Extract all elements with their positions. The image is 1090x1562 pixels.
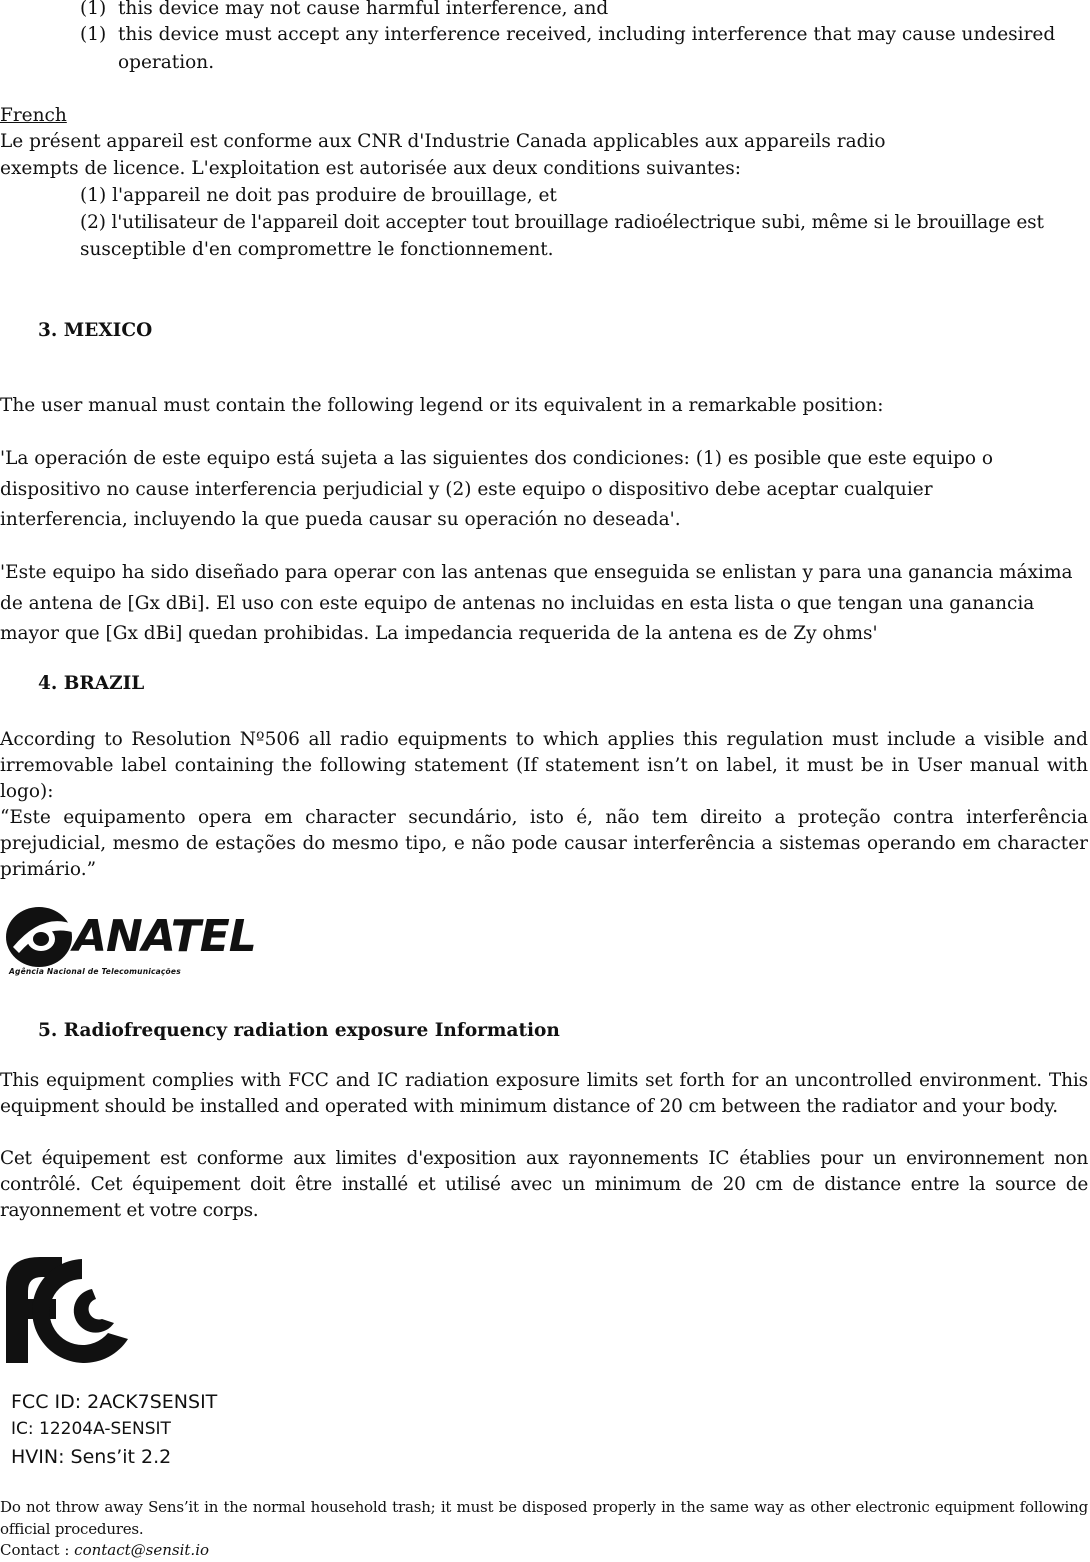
list-number: (1) xyxy=(80,24,107,45)
section-heading-rf-exposure: 5. Radiofrequency radiation exposure Information xyxy=(38,1020,560,1041)
list-number: (1) xyxy=(80,0,107,19)
fcc-logo-icon xyxy=(0,1253,132,1365)
canada-condition-2 xyxy=(80,24,1056,45)
french-condition-2-continued: susceptible d'en compromettre le fonctionnement. xyxy=(80,239,554,260)
french-line-1: Le présent appareil est conforme aux CNR d'Industrie Canada applicables aux appareils radio xyxy=(0,131,886,152)
canada-condition-2-continued: operation. xyxy=(118,52,215,73)
hvin: HVIN: Sens’it 2.2 xyxy=(11,1446,172,1468)
disposal-notice: Do not throw away Sens’it in the normal household trash; it must be disposed properly in the same way as other electronic equipment following official procedures. xyxy=(0,1498,1088,1538)
contact-line xyxy=(0,1541,209,1559)
brazil-statement-paragraph: “Este equipamento opera em character secundário, isto é, não tem direito a proteção contra interferência prejudicial, mesmo de estações do mesmo tipo, e não pode causar interferência a sistemas operando em character primário.” xyxy=(0,807,1088,880)
mexico-intro: The user manual must contain the following legend or its equivalent in a remarkable position: xyxy=(0,395,884,416)
french-condition-1: (1) l'appareil ne doit pas produire de brouillage, et xyxy=(80,185,557,206)
ic-number: IC: 12204A-SENSIT xyxy=(11,1419,171,1439)
fcc-logo xyxy=(0,1253,132,1365)
french-heading: French xyxy=(0,105,67,126)
contact-label: Contact : xyxy=(0,1541,75,1559)
rf-exposure-english: This equipment complies with FCC and IC radiation exposure limits set forth for an uncontrolled environment. This equipment should be installed and operated with minimum distance of 20 cm between the radiator and your body. xyxy=(0,1070,1088,1117)
anatel-wordmark: ANATEL xyxy=(73,911,256,962)
list-text: this device must accept any interference received, including interference that may cause undesired xyxy=(118,24,1056,45)
fcc-id: FCC ID: 2ACK7SENSIT xyxy=(11,1391,218,1413)
list-text: this device may not cause harmful interference, and xyxy=(118,0,609,19)
anatel-subtitle: Agência Nacional de Telecomunicações xyxy=(9,967,181,976)
rf-exposure-french: Cet équipement est conforme aux limites d'exposition aux rayonnements IC établies pour un environnement non contrôlé. Cet équipement doit être installé et utilisé avec un minimum de 20 cm de distance entre la source de rayonnement et votre corps. xyxy=(0,1148,1088,1221)
mexico-antenna-paragraph: 'Este equipo ha sido diseñado para operar con las antenas que enseguida se enlistan y para una ganancia máxima de antena de [Gx dBi]. El uso con este equipo de antenas no incluidas en esta lista o que tengan una ganancia mayor que [Gx dBi] quedan prohibidas. La impedancia requerida de la antena es de Zy ohms' xyxy=(0,562,1073,644)
mexico-legend-paragraph: 'La operación de este equipo está sujeta a las siguientes dos condiciones: (1) es posible que este equipo o dispositivo no cause interferencia perjudicial y (2) este equipo o dispositivo debe aceptar cualquier interferencia, incluyendo la que pueda causar su operación no deseada'. xyxy=(0,448,994,530)
french-condition-2: (2) l'utilisateur de l'appareil doit accepter tout brouillage radioélectrique subi, même si le brouillage est xyxy=(80,212,1044,233)
anatel-logo xyxy=(3,903,256,985)
canada-condition-1 xyxy=(80,0,609,19)
section-heading-brazil: 4. BRAZIL xyxy=(38,673,145,694)
contact-email-link[interactable]: contact@sensit.io xyxy=(74,1541,210,1559)
section-heading-mexico: 3. MEXICO xyxy=(38,320,153,341)
brazil-resolution-paragraph: According to Resolution Nº506 all radio equipments to which applies this regulation must include a visible and irremovable label containing the following statement (If statement isn’t on label, it must be in User manual with logo): xyxy=(0,729,1088,802)
french-line-2: exempts de licence. L'exploitation est autorisée aux deux conditions suivantes: xyxy=(0,158,742,179)
